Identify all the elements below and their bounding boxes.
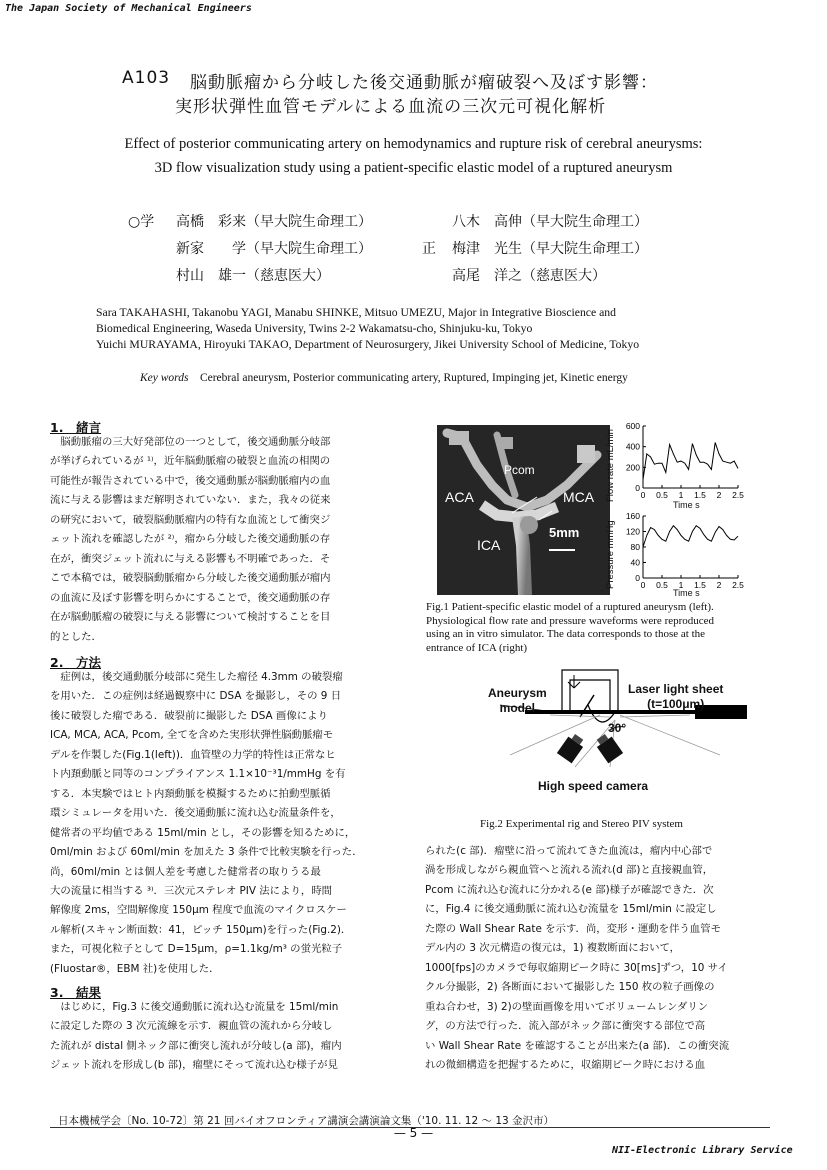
page-number: — 5 — [393, 1126, 434, 1140]
body-line: ICA, MCA, ACA, Pcom, 全てを含めた実形状弾性脳動脈瘤モ [50, 729, 334, 742]
scale-bar-label: 5mm [549, 525, 580, 540]
jp-title-line1: 脳動脈瘤から分岐した後交通動脈が瘤破裂へ及ぼす影響： [190, 73, 658, 93]
nii-footer: NII-Electronic Library Service [612, 1145, 793, 1156]
laser-sheet-label [628, 682, 723, 712]
body-line: が挙げられているが ¹⁾，近年脳動脈瘤の破裂と血流の相関の [50, 455, 331, 468]
flow-x-tick-label: 2 [716, 490, 722, 500]
en-title-line2: 3D flow visualization study using a patient-specific elastic model of a ruptured aneurysm [154, 160, 673, 176]
author-4: 梅津 光生（早大院生命理工） [452, 241, 648, 257]
body-line: する．本実験ではヒト内頚動脈を模擬するために拍動型脈循 [50, 787, 331, 800]
section-heading-intro: 1. 緒言 [50, 420, 101, 435]
model-text: model [499, 701, 536, 715]
affiliation-line: Biomedical Engineering, Waseda University, Twins 2-2 Wakamatsu-cho, Shinjuku-ku, Tokyo [96, 322, 533, 335]
fig1-caption-line: entrance of ICA (right) [426, 641, 528, 654]
student-mark: ○学 [128, 214, 155, 230]
body-line: 後に破裂した瘤である．破裂前に撮影した DSA 画像により [50, 709, 328, 722]
fig1-caption [426, 601, 714, 655]
pressure-y-tick-label: 160 [625, 511, 640, 521]
flow-x-tick-label: 0 [640, 490, 646, 500]
body-line: 渦を形成しながら親血管へと流れる流れ(d 部)と直接親血管， [425, 864, 714, 877]
body-line: こで本稿では，破裂脳動脈瘤から分岐した後交通動脈が瘤内 [50, 572, 331, 585]
aca-label: ACA [445, 489, 474, 505]
fig1-caption-line: Physiological flow rate and pressure waveforms were reproduced [426, 614, 715, 627]
keywords [140, 372, 628, 384]
society-header: The Japan Society of Mechanical Engineers [5, 3, 252, 14]
body-line: ト内頚動脈と同等のコンプライアンス 1.1×10⁻³1/mmHg を有 [50, 768, 346, 781]
body-line: た際の Wall Shear Rate を示す．尚，変形・運動を伴う血管モ [425, 922, 721, 935]
pressure-y-tick-label: 40 [630, 557, 640, 568]
body-line: い Wall Shear Rate を確認することが出来た(a 部)．この衝突流 [425, 1039, 730, 1052]
body-line: 重ね合わせ，3) 2)の壁面画像を用いてボリュームレンダリン [425, 1000, 709, 1013]
aneurysm-model-label [488, 686, 547, 716]
flow-x-tick-label: 2.5 [732, 490, 744, 500]
body-line: た流れが distal 側ネック部に衝突し流れが分岐し(a 部)，瘤内 [50, 1039, 342, 1052]
flow-x-tick-label: 1 [678, 490, 684, 500]
ica-label: ICA [477, 537, 501, 553]
affiliation-line: Yuichi MURAYAMA, Hiroyuki TAKAO, Department of Neurosurgery, Jikei University School of Medicine, Tokyo [96, 338, 640, 351]
keywords-text: Cerebral aneurysm, Posterior communicating artery, Ruptured, Impinging jet, Kinetic energy [199, 372, 628, 384]
results-body-continued [425, 842, 770, 1075]
body-line: の血流に及ぼす影響を明らかにすることで，後交通動脈の存 [50, 591, 331, 604]
body-line: はじめに，Fig.3 に後交通動脈に流れ込む流量を 15ml/min [50, 1001, 339, 1013]
section-heading-method: 2. 方法 [50, 655, 101, 670]
body-line: 環シミュレータを用いた．後交通動脈に流れ込む流量条件を， [50, 807, 341, 820]
fig1-charts [605, 418, 755, 598]
author-6: 高尾 洋之（慈恵医大） [452, 268, 606, 284]
body-line: 健常者の平均値である 15ml/min とし，その影響を知るために， [50, 826, 356, 839]
intro-body [50, 433, 395, 647]
body-line: られた(c 部)．瘤壁に沿って流れてきた血流は，瘤内中心部で [425, 845, 713, 857]
pressure-y-tick-label: 80 [630, 542, 640, 552]
body-line: に設定した際の 3 次元流線を示す．親血管の流れから分岐し [50, 1020, 333, 1033]
body-line: 0ml/min および 60ml/min を加えた 3 条件で比較実験を行った． [50, 846, 363, 859]
body-line: デルを作製した(Fig.1(left))．血管壁の力学的特性は正常なヒ [50, 748, 336, 761]
body-line: デル内の 3 次元構造の復元は，1) 複数断面において， [425, 942, 681, 955]
flow-y-tick-label: 200 [625, 462, 640, 473]
pressure-x-tick-label: 1 [678, 580, 684, 590]
affiliation [96, 305, 639, 353]
pcom-label: Pcom [504, 463, 535, 477]
body-line: 症例は，後交通動脈分岐部に発生した瘤径 4.3mm の破裂瘤 [50, 671, 343, 683]
pressure-x-tick-label: 0.5 [656, 580, 668, 590]
body-line: 可能性が報告されている中で，後交通動脈が脳動脈瘤内の血 [50, 474, 331, 487]
body-line: 脳動脈瘤の三大好発部位の一つとして，後交通動脈分岐部 [50, 436, 331, 448]
flow-x-tick-label: 0.5 [656, 490, 668, 500]
body-line: ル解析(スキャン断面数：41，ピッチ 150μm)を行った(Fig.2)． [50, 923, 352, 936]
laser-text: Laser light sheet [628, 682, 724, 696]
en-title-line1: Effect of posterior communicating artery on hemodynamics and rupture risk of cerebral aneurysms: [124, 136, 703, 152]
fig1-caption-line: Fig.1 Patient-specific elastic model of a ruptured aneurysm (left). [426, 601, 714, 613]
high-speed-camera-label: High speed camera [538, 779, 649, 793]
body-line: を用いた．この症例は経過観察中に DSA を撮影し，その 9 日 [50, 690, 342, 703]
flow-x-tick-label: 1.5 [694, 490, 706, 500]
flow-y-tick-label: 0 [635, 483, 640, 493]
mca-label: MCA [563, 489, 595, 505]
member-mark: 正 [422, 241, 436, 257]
paper-code: A103 [122, 68, 171, 88]
pressure-y-tick-label: 120 [625, 526, 640, 537]
body-line: 在が，衝突ジェット流れに与える影響も不明確であった．そ [50, 552, 331, 565]
body-line: 大の流量に相当する ³⁾．三次元ステレオ PIV 法により，時間 [50, 884, 333, 897]
pressure-x-tick-label: 0 [640, 580, 646, 590]
method-body [50, 668, 395, 979]
affiliation-line: Sara TAKAHASHI, Takanobu YAGI, Manabu SHINKE, Mitsuo UMEZU, Major in Integrative Bioscience and [96, 306, 616, 319]
pressure-x-tick-label: 1.5 [694, 580, 706, 590]
body-line: 解像度 2ms，空間解像度 150μm 程度で血流のマイクロスケー [50, 904, 347, 917]
flow-x-axis-label: Time s [673, 500, 700, 510]
body-line: クル分撮影，2) 各断面において撮影した 150 枚の粒子画像の [425, 981, 715, 994]
author-5: 村山 雄一（慈恵医大） [176, 268, 330, 284]
section-heading-results: 3. 結果 [50, 985, 101, 1000]
aneurysm-model-photo [437, 425, 610, 595]
flow-y-tick-label: 600 [625, 421, 640, 431]
body-line: ェット流れを確認したが ²⁾，瘤から分岐した後交通動脈の存 [50, 533, 331, 546]
body-line: Pcom に流れ込む流れに分かれる(e 部)様子が確認できた．次 [425, 883, 714, 896]
aneurysm-text: Aneurysm [488, 686, 547, 700]
pressure-x-tick-label: 2.5 [732, 580, 744, 590]
body-line: れの微細構造を把握するために，収縮期ピーク時における血 [425, 1058, 706, 1071]
body-line: また，可視化粒子として D=15μm，ρ=1.1kg/m³ の蛍光粒子 [50, 943, 343, 956]
author-3: 新家 学（早大院生命理工） [176, 241, 372, 257]
body-line: 的とした． [50, 630, 102, 643]
author-2: 八木 高伸（早大院生命理工） [452, 214, 648, 230]
body-line: の研究において，破裂脳動脈瘤内の特有な血流として衝突ジ [50, 513, 331, 526]
body-line: ジェット流れを形成し(b 部)，瘤壁にそって流れ込む様子が見 [50, 1059, 338, 1072]
pressure-waveform-line [643, 526, 738, 547]
results-body [50, 998, 395, 1076]
body-line: 在が脳動脈瘤の破裂に与える影響について検討することを目 [50, 611, 331, 624]
body-line: グ，の方法で行った．流入部がネック部に衝突する部位で高 [425, 1020, 706, 1033]
flow-y-tick-label: 400 [625, 441, 640, 452]
flow-waveform-line [643, 443, 738, 480]
proceedings-footer: 日本機械学会〔No. 10-72〕第 21 回バイオフロンティア講演会講演論文集（'10. 11. 12 ～ 13 金沢市） [58, 1115, 555, 1127]
jp-title-line2: 実形状弾性血管モデルによる血流の三次元可視化解析 [175, 97, 607, 117]
thickness-text: (t=100μm) [647, 697, 705, 711]
camera-angle-label: 30° [608, 721, 627, 735]
body-line: 1000[fps]のカメラで毎収縮期ピーク時に 30[ms]ずつ，10 サイ [425, 961, 728, 974]
pressure-x-tick-label: 2 [716, 580, 722, 590]
body-line: 尚，60ml/min とは個人差を考慮した健常者の取りうる最 [50, 865, 321, 878]
body-line: に，Fig.4 に後交通動脈に流れ込む流量を 15ml/min に設定し [425, 903, 717, 916]
flow-y-axis-label: Flow rate mL/min [605, 429, 616, 503]
keywords-label: Key words [140, 372, 189, 384]
pressure-x-axis-label: Time s [673, 588, 700, 598]
body-line: 流に与える影響はまだ解明されていない．また，我々の従来 [50, 494, 331, 507]
pressure-y-tick-label: 0 [635, 573, 640, 583]
body-line: (Fluostar®，EBM 社)を使用した． [50, 962, 220, 975]
fig1-caption-line: using an in vitro simulator. The data corresponds to those at the [426, 628, 706, 640]
author-1: 高橋 彩来（早大院生命理工） [176, 214, 372, 230]
pressure-y-axis-label: Pressure mmHg [605, 520, 616, 590]
fig2-caption: Fig.2 Experimental rig and Stereo PIV system [480, 818, 683, 830]
piv-setup-diagram [470, 655, 760, 800]
